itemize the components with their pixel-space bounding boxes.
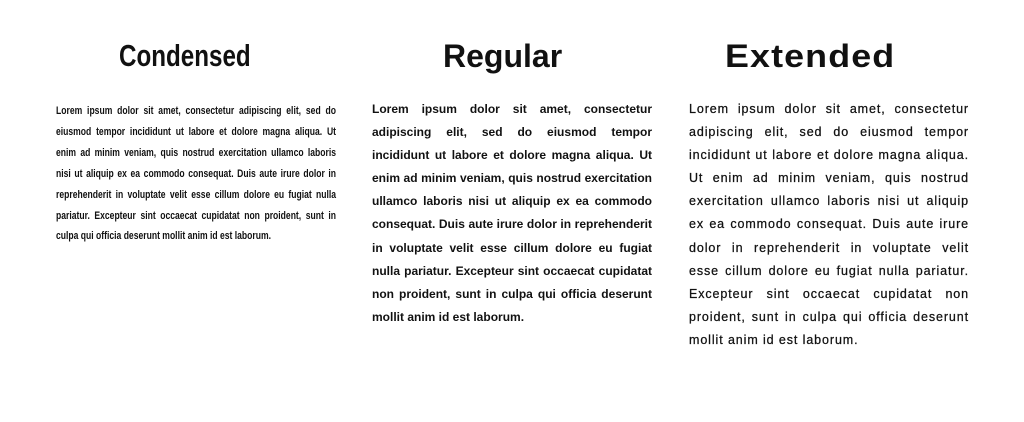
- condensed-heading: Condensed: [119, 38, 251, 73]
- extended-body-text: Lorem ipsum dolor sit amet, consectetur adipiscing elit, sed do eiusmod tempor incididunt ut labore et dolore magna aliqua. Ut enim ad minim veniam, quis nostrud exercitation ullamco laboris nisi ut aliquip ex ea commodo consequat. Duis aute irure dolor in reprehenderit in voluptate velit esse cillum dolore eu fugiat nulla pariatur. Excepteur sint occaecat cupidatat non proident, sunt in culpa qui officia deserunt mollit anim id est laborum.: [689, 102, 969, 347]
- condensed-body-text: Lorem ipsum dolor sit amet, consectetur adipiscing elit, sed do eiusmod tempor incididunt ut labore et dolore magna aliqua. Ut enim ad minim veniam, quis nostrud exercitation ullamco laboris nisi ut aliquip ex ea commodo consequat. Duis aute irure dolor in reprehenderit in voluptate velit esse cillum dolore eu fugiat nulla pariatur. Excepteur sint occaecat cupidatat non proident, sunt in culpa qui officia deserunt mollit anim id est laborum.: [56, 105, 337, 243]
- regular-body-text: Lorem ipsum dolor sit amet, consectetur adipiscing elit, sed do eiusmod tempor incididunt ut labore et dolore magna aliqua. Ut enim ad minim veniam, quis nostrud exercitation ullamco laboris nisi ut aliquip ex ea commodo consequat. Duis aute irure dolor in reprehenderit in voluptate velit esse cillum dolore eu fugiat nulla pariatur. Excepteur sint occaecat cupidatat non proident, sunt in culpa qui officia deserunt mollit anim id est laborum.: [372, 102, 652, 324]
- extended-heading: Extended: [725, 38, 896, 74]
- regular-heading: Regular: [443, 38, 563, 74]
- condensed-body-wrapper: [56, 101, 336, 247]
